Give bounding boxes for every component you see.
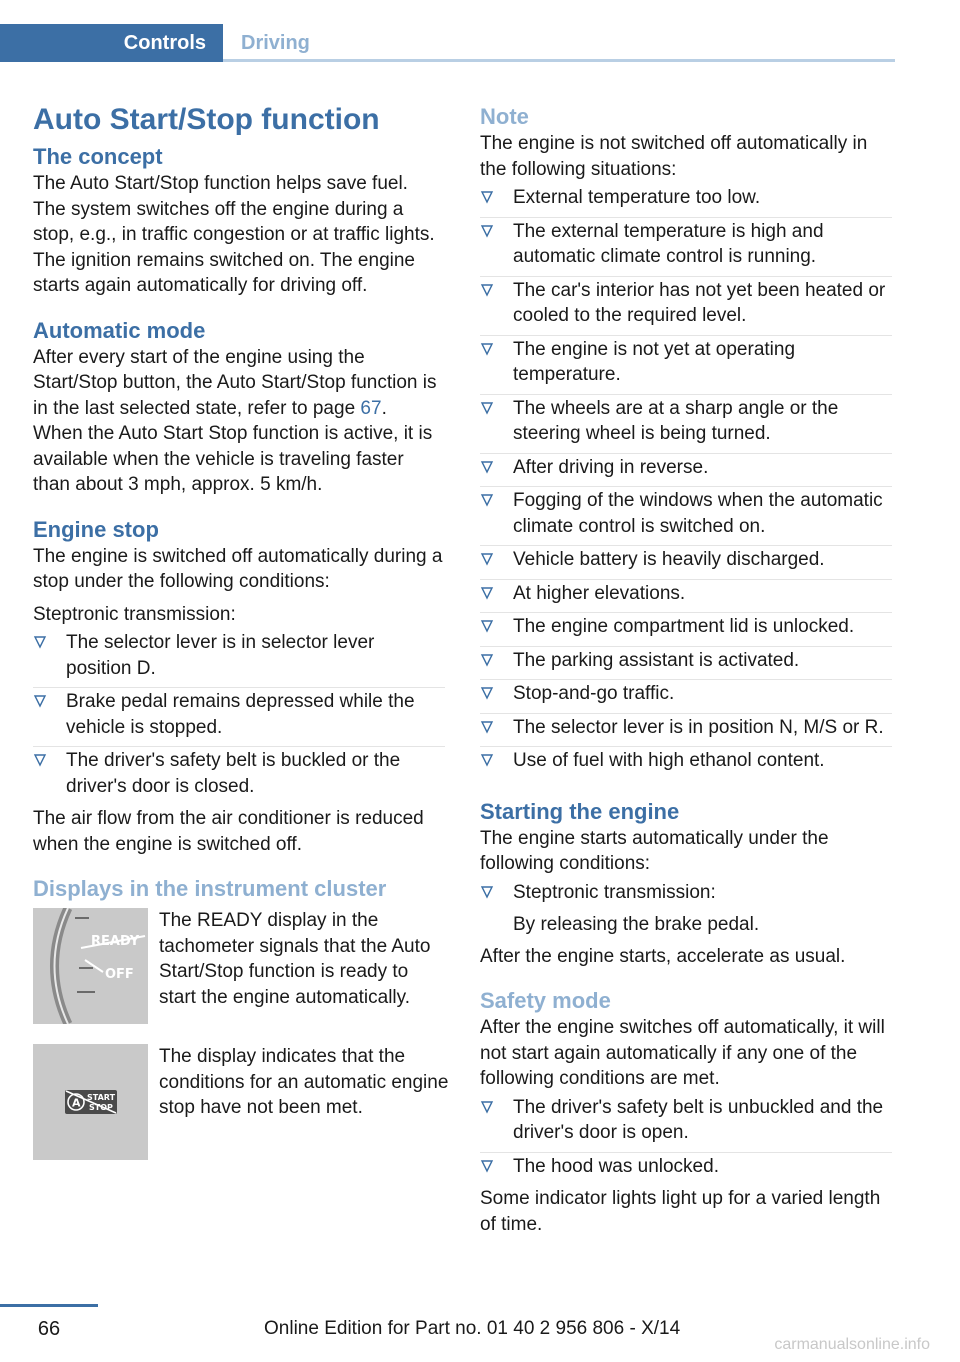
triangle-bullet-icon [480,883,494,901]
after-start-text: After the engine starts, accelerate as usual. [480,945,846,967]
heading-safety-mode: Safety mode [480,988,611,1013]
triangle-bullet-icon [480,1157,494,1175]
triangle-bullet-icon [480,584,494,602]
list-item [480,880,892,912]
page-title: Auto Start/Stop function [33,103,380,136]
heading-automatic-mode: Automatic mode [33,317,206,343]
safety-text: After the engine switches off automatically, it will not start again automatically if any one of the following conditions are met. [480,1017,885,1089]
list-item [480,396,892,454]
triangle-bullet-icon [480,188,494,206]
icon-start-text: START [87,1093,116,1102]
tachometer-ready-image [33,908,148,1024]
triangle-bullet-icon [480,340,494,358]
list-item [480,648,892,681]
triangle-bullet-icon [33,633,47,651]
list-item [480,748,892,780]
display-not-met-text: The display indicates that the conditions for an automatic engine stop have not been met. [159,1046,449,1118]
list-item [480,278,892,336]
auto-start-stop-icon [33,1044,148,1160]
list-item [480,681,892,714]
automatic-text [33,345,445,422]
triangle-bullet-icon [480,684,494,702]
list-item [480,1154,892,1186]
off-label: OFF [105,967,134,982]
note-list [480,185,892,780]
starting-sub-text: By releasing the brake pedal. [513,914,760,935]
concept-text: The Auto Start/Stop function helps save fuel. The system switches off the engine during a stop, e.g., in traffic congestion or at traffic lights. The ignition remains switched on. The engine starts again automatically for driving off. [33,173,435,296]
list-item [480,488,892,546]
tab-controls[interactable]: Controls [0,24,223,62]
heading-starting-engine: Starting the engine [480,798,680,824]
list-item-text: The selector lever is in position N, M/S or R. [513,716,884,738]
heading-engine-stop: Engine stop [33,516,159,542]
triangle-bullet-icon [480,281,494,299]
display-ready-text: The READY display in the tachometer signals that the Auto Start/Stop function is ready to start the engine automatically. [159,910,431,1008]
list-item-text: Steptronic transmission: [513,881,716,903]
starting-list [480,880,892,912]
air-flow-text: The air flow from the air conditioner is reduced when the engine is switched off. [33,808,424,855]
list-item-text: The external temperature is high and automatic climate control is running. [513,220,824,267]
list-item [480,337,892,395]
list-item [480,581,892,614]
triangle-bullet-icon [480,222,494,240]
list-item-text: At higher elevations. [513,582,686,604]
right-column [480,96,892,1237]
indicator-text: Some indicator lights light up for a varied length of time. [480,1188,881,1235]
list-item [480,455,892,488]
list-item [480,715,892,748]
triangle-bullet-icon [480,550,494,568]
list-item [480,1095,892,1153]
tab-driving[interactable]: Driving [241,31,310,54]
left-column [33,96,449,1160]
list-item-text: The parking assistant is activated. [513,649,800,671]
safety-list [480,1095,892,1186]
footer-rule [0,1304,98,1307]
list-item-text: The engine compartment lid is unlocked. [513,616,855,637]
triangle-bullet-icon [33,751,47,769]
list-item-text: Vehicle battery is heavily discharged. [513,549,825,570]
list-item [480,547,892,580]
steptronic-label: Steptronic transmission: [33,603,236,625]
list-item [33,630,445,688]
list-item-text: The driver's safety belt is unbuckled and the driver's door is open. [513,1096,884,1143]
automatic-text-2: When the Auto Start Stop function is active, it is available when the vehicle is traveling faster than about 3 mph, approx. 5 km/h. [33,423,433,495]
list-item [33,689,445,747]
note-text: The engine is not switched off automatically in the following situations: [480,133,868,180]
heading-concept: The concept [33,144,163,169]
list-item-text: The driver's safety belt is buckled or the driver's door is closed. [66,750,401,797]
triangle-bullet-icon [480,1098,494,1116]
list-item-text: The selector lever is in selector lever position D. [66,632,375,679]
auto-letter: A [72,1096,81,1110]
header-tabbar [0,24,895,62]
list-item-text: External temperature too low. [513,187,761,208]
tachometer-ready-icon [33,908,148,1024]
list-item-text: Fogging of the windows when the automatic climate control is switched on. [513,490,883,537]
triangle-bullet-icon [480,718,494,736]
triangle-bullet-icon [480,399,494,417]
list-item-text: Stop-and-go traffic. [513,683,675,704]
starting-text: The engine starts automatically under the following conditions: [480,827,829,874]
tab-underline [223,59,895,62]
icon-stop-text: STOP [89,1103,113,1112]
display-ready-row [33,908,445,1024]
stop-conditions-list [33,630,445,805]
edition-text: Online Edition for Part no. 01 40 2 956 806 - X/14 [264,1318,681,1339]
list-item-text: Use of fuel with high ethanol content. [513,750,825,771]
list-item [480,185,892,218]
list-item [33,748,445,805]
list-item-text: After driving in reverse. [513,456,709,478]
heading-note: Note [480,104,529,129]
triangle-bullet-icon [480,617,494,635]
list-item [480,219,892,277]
list-item-text: The car's interior has not yet been heated or cooled to the required level. [513,279,886,326]
display-not-met-row [33,1044,449,1160]
page-link-67[interactable]: 67 [360,397,382,419]
list-item-text: The wheels are at a sharp angle or the steering wheel is being turned. [513,397,839,444]
ready-label: READY [91,934,140,949]
list-item-text: The engine is not yet at operating temperature. [513,338,796,385]
triangle-bullet-icon [33,692,47,710]
list-item-text: The hood was unlocked. [513,1155,719,1177]
triangle-bullet-icon [480,491,494,509]
triangle-bullet-icon [480,458,494,476]
watermark: carmanualsonline.info [774,1336,930,1353]
list-item-text: Brake pedal remains depressed while the vehicle is stopped. [66,691,415,738]
triangle-bullet-icon [480,751,494,769]
list-item [480,614,892,647]
page-number: 66 [37,1318,61,1340]
automatic-text-after: . [381,397,387,419]
triangle-bullet-icon [480,651,494,669]
engine-stop-text: The engine is switched off automatically during a stop under the following conditions: [33,545,443,592]
heading-displays: Displays in the instrument cluster [33,876,387,901]
start-stop-indicator-image [33,1044,148,1160]
automatic-text-before: After every start of the engine using the Start/Stop button, the Auto Start/Stop function is in the last selected state, refer to page [33,346,437,419]
